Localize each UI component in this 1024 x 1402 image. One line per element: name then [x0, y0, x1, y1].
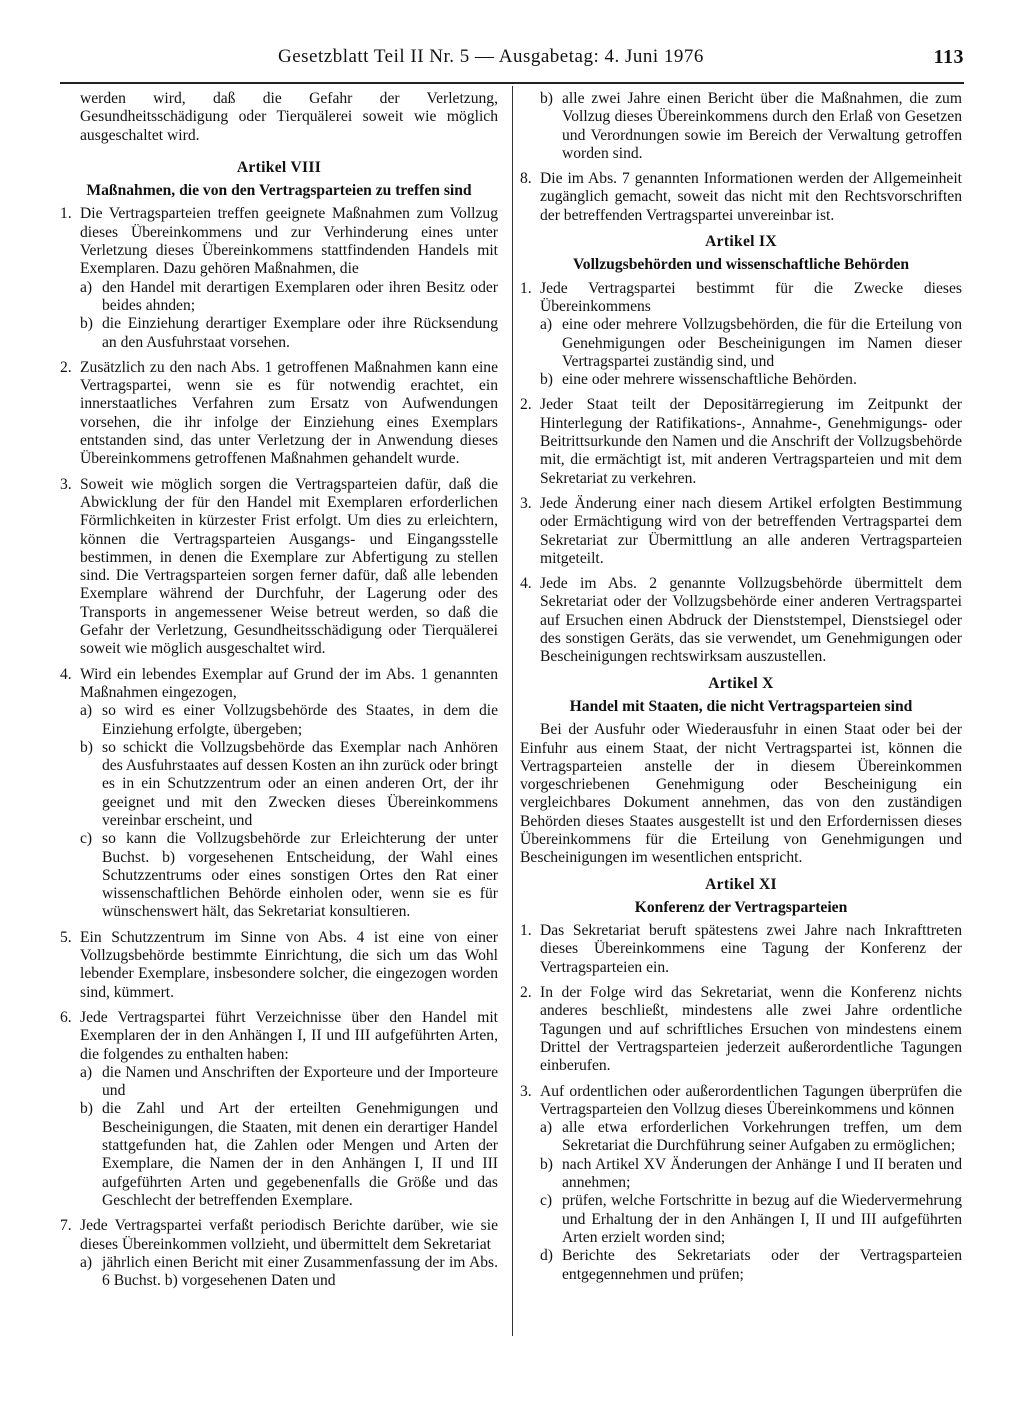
sub-item-letter: a): [80, 1063, 93, 1081]
paragraph-text: Jede Vertragspartei führt Verzeichnisse über den Handel mit Exemplaren der in den Anhängen I, II und III aufgeführten Arten, die folgendes zu enthalten haben:: [80, 1008, 498, 1063]
sub-item-b: [540, 371, 962, 389]
sub-item-c: [80, 830, 498, 921]
paragraph-number: 1.: [60, 205, 72, 223]
paragraph-text: Jeder Staat teilt der Depositärregierung im Zeitpunkt der Hinterlegung der Ratifikations-, Annahme-, Genehmigungs- oder Beitrittsurkunde den Namen und die Anschrift der Vollzugsbehörde mit, die ermächtigt ist, mit anderen Vertragsparteien und mit dem Sekretariat zu verkehren.: [540, 396, 962, 487]
sub-item-letter: b): [80, 1100, 93, 1118]
paragraph-number: 3.: [520, 494, 532, 512]
article-11-paragraph-2: [520, 984, 962, 1075]
article-9-paragraph-4: [520, 575, 962, 666]
sub-item-a: [80, 1064, 498, 1101]
sub-item-text: Berichte des Sekretariats oder der Vertragsparteien entgegennehmen und prüfen;: [562, 1247, 962, 1283]
article-8-paragraph-6: [60, 1009, 498, 1210]
sub-item-letter: d): [540, 1247, 553, 1265]
paragraph-number: 1.: [520, 279, 532, 297]
sub-item-letter: a): [540, 316, 553, 334]
article-9-paragraph-1: [520, 280, 962, 390]
article-8-paragraph-8: [520, 170, 962, 225]
paragraph-number: 2.: [520, 396, 532, 414]
sub-item-letter: a): [80, 1253, 93, 1271]
page-number: 113: [933, 46, 964, 68]
sub-item-b: [540, 1156, 962, 1193]
article-8-paragraph-5: [60, 929, 498, 1002]
sub-item-text: alle zwei Jahre einen Bericht über die Maßnahmen, die zum Vollzug dieses Übereinkommens durch den Erlaß von Gesetzen und Verordnungen sowie im Bereich der Verwaltung getroffen worden sind.: [562, 90, 962, 162]
sub-item-letter: b): [80, 738, 93, 756]
paragraph-text: Jede im Abs. 2 genannte Vollzugsbehörde übermittelt dem Sekretariat oder der Vollzugsbehörde einer anderen Vertragspartei auf Ersuchen einen Abdruck der Dienststempel, Dienstsiegel oder des sonstigen Geräts, das sie verwendet, um Genehmigungen oder Bescheinigungen rechtswirksam auszustellen.: [540, 575, 962, 666]
header-rule: [60, 82, 964, 84]
sub-item-text: so wird es einer Vollzugsbehörde des Staates, in dem die Einziehung erfolgte, übergeben;: [102, 702, 498, 738]
paragraph-text: Ein Schutzzentrum im Sinne von Abs. 4 ist eine von einer Vollzugsbehörde bestimmte Einrichtung, die sich um das Wohl lebender Exemplare, insbesondere solcher, die eingezogen worden sind, kümmert.: [80, 928, 498, 1001]
paragraph-text: Soweit wie möglich sorgen die Vertragsparteien dafür, daß die Abwicklung der für den Handel mit Exemplaren erforderlichen Förmlichkeiten in kürzester Frist erfolgt. Um dies zu erleichtern, können die Vertragsparteien Ausgangs- und Eingangsstelle bestimmen, in denen die Exemplare zur Abfertigung zu stellen sind. Die Vertragsparteien sorgen ferner dafür, daß alle lebenden Exemplare während der Durchfuhr, der Lagerung oder des Transports in angemessener Weise betreut werden, so daß die Gefahr der Verletzung, Gesundheitsschädigung oder Tierquälerei soweit wie möglich ausgeschaltet wird.: [80, 475, 498, 658]
article-11-subtitle: Konferenz der Vertragsparteien: [634, 898, 848, 916]
sub-item-b: [80, 739, 498, 830]
article-10-subtitle: Handel mit Staaten, die nicht Vertragsparteien sind: [569, 697, 913, 715]
article-8-paragraph-2: [60, 359, 498, 469]
sub-item-letter: c): [80, 830, 93, 848]
sub-item-a: [540, 316, 962, 371]
paragraph-number: 5.: [60, 928, 72, 946]
sub-item-c: [540, 1192, 962, 1247]
article-9-paragraph-3: [520, 495, 962, 568]
sub-item-letter: b): [540, 1155, 553, 1173]
sub-item-letter: b): [80, 315, 93, 333]
paragraph-text: Die im Abs. 7 genannten Informationen werden der Allgemeinheit zugänglich gemacht, soweit das nicht mit den Rechtsvorschriften der betreffenden Vertragspartei unvereinbar ist.: [540, 170, 962, 224]
sub-item-text: so schickt die Vollzugsbehörde das Exemplar nach Anhören des Ausfuhrstaates auf dessen Kosten an ihn zurück oder bringt es in ein Schutzzentrum oder an einen anderen Ort, der ihr geeignet und mit den Zwecken dieses Übereinkommens vereinbar erscheint, und: [102, 738, 498, 829]
sub-item-text: eine oder mehrere wissenschaftliche Behörden.: [562, 371, 857, 389]
sub-item-a: [80, 1254, 498, 1291]
article-8-title: Artikel VIII: [236, 158, 322, 176]
sub-item-letter: a): [80, 278, 93, 296]
sub-item-text: nach Artikel XV Änderungen der Anhänge I und II beraten und annehmen;: [562, 1155, 962, 1192]
article-8-paragraph-3: [60, 476, 498, 659]
paragraph-number: 4.: [60, 665, 72, 683]
paragraph-number: 2.: [520, 984, 532, 1002]
header-title: Gesetzblatt Teil II Nr. 5 — Ausgabetag: 4. Juni 1976: [278, 46, 704, 67]
article-9-subtitle: Vollzugsbehörden und wissenschaftliche Behörden: [572, 256, 910, 274]
article-11-paragraph-3: [520, 1083, 962, 1284]
sub-item-text: prüfen, welche Fortschritte in bezug auf die Wiedervermehrung und Erhaltung der in den Anhängen I, II und III aufgeführten Arten erzielt worden sind;: [562, 1192, 962, 1246]
paragraph-text: Wird ein lebendes Exemplar auf Grund der im Abs. 1 genannten Maßnahmen eingezogen,: [80, 665, 498, 701]
paragraph-text: Das Sekretariat beruft spätestens zwei Jahre nach Inkrafttreten dieses Übereinkommens eine Tagung der Konferenz der Vertragsparteien ein.: [540, 922, 962, 976]
paragraph-number: 7.: [60, 1217, 72, 1235]
article-11-paragraph-1: [520, 922, 962, 977]
paragraph-number: 6.: [60, 1008, 72, 1026]
sub-item-letter: c): [540, 1192, 553, 1210]
sub-item-letter: a): [80, 702, 93, 720]
right-column: [520, 90, 962, 1291]
paragraph-number: 1.: [520, 922, 532, 940]
sub-item-text: die Namen und Anschriften der Exporteure und der Importeure und: [102, 1063, 498, 1100]
article-10-title: Artikel X: [708, 674, 774, 692]
paragraph-number: 3.: [60, 475, 72, 493]
sub-item-text: jährlich einen Bericht mit einer Zusammenfassung der im Abs. 6 Buchst. b) vorgesehenen Daten und: [102, 1253, 498, 1290]
page-header: [278, 46, 964, 74]
paragraph-text: Zusätzlich zu den nach Abs. 1 getroffenen Maßnahmen kann eine Vertragspartei, wenn sie es für notwendig erachtet, ein innerstaatliches Verfahren zum Ersatz von Aufwendungen vorsehen, die ihr infolge der Einziehung eines Exemplars entstanden sind, das unter Verletzung der in Anwendung dieses Übereinkommens getroffenen Maßnahmen gehandelt wurde.: [80, 358, 498, 468]
intro-paragraph: werden wird, daß die Gefahr der Verletzung, Gesundheitsschädigung oder Tierquälerei soweit wie möglich ausgeschaltet wird.: [80, 90, 498, 144]
sub-item-text: eine oder mehrere Vollzugsbehörden, die für die Erteilung von Genehmigungen oder Bescheinigungen im Namen dieser Vertragspartei zuständig sind, und: [562, 316, 962, 370]
paragraph-number: 4.: [520, 575, 532, 593]
article-8-paragraph-1: [60, 205, 498, 351]
paragraph-text: Die Vertragsparteien treffen geeignete Maßnahmen zum Vollzug dieses Übereinkommens und zur Verhinderung eines unter Verletzung dieses Übereinkommens stattfindenden Handels mit Exemplaren. Dazu gehören Maßnahmen, die: [80, 205, 498, 278]
article-8-subtitle: Maßnahmen, die von den Vertragsparteien zu treffen sind: [86, 182, 472, 200]
paragraph-number: 8.: [520, 170, 532, 188]
paragraph-number: 3.: [520, 1082, 532, 1100]
sub-item-a: [80, 279, 498, 316]
sub-item-d: [540, 1247, 962, 1284]
article-9-paragraph-2: [520, 396, 962, 487]
sub-item-b: [540, 90, 962, 163]
paragraph-text: Jede Änderung einer nach diesem Artikel erfolgten Bestimmung oder Ermächtigung wird von der betreffenden Vertragspartei dem Sekretariat zur Übermittlung an alle anderen Vertragsparteien mitgeteilt.: [540, 494, 962, 567]
sub-item-text: so kann die Vollzugsbehörde zur Erleichterung der unter Buchst. b) vorgesehenen Entscheidung, der Wahl eines Schutzzentrums oder eines sonstigen Ortes den Rat einer wissenschaftlichen Behörde einholen oder, wenn sie es für wünschenswert hält, das Sekretariat konsultieren.: [102, 830, 498, 921]
left-column: [60, 90, 498, 1297]
column-divider: [512, 86, 513, 1336]
sub-item-text: die Einziehung derartiger Exemplare oder ihre Rücksendung an den Ausfuhrstaat vorsehen.: [102, 315, 498, 351]
sub-item-b: [80, 315, 498, 352]
article-8-paragraph-7-continued: [520, 90, 962, 163]
article-10-text: Bei der Ausfuhr oder Wiederausfuhr in einen Staat oder bei der Einfuhr aus einem Staat, der nicht Vertragspartei ist, können die Vertragsparteien anstelle der in diesem Übereinkommen vorgeschriebenen Genehmigung oder Bescheinigung ein vergleichbares Dokument annehmen, das von den zuständigen Behörden dieses Staates ausgestellt ist und den Erfordernissen dieses Übereinkommens für die Erteilung von Genehmigungen und Bescheinigungen im wesentlichen entspricht.: [520, 721, 962, 867]
paragraph-text: Jede Vertragspartei bestimmt für die Zwecke dieses Übereinkommens: [540, 279, 962, 315]
article-8-paragraph-4: [60, 666, 498, 922]
sub-item-letter: a): [540, 1119, 553, 1137]
sub-item-a: [80, 702, 498, 739]
sub-item-text: den Handel mit derartigen Exemplaren oder ihren Besitz oder beides ahnden;: [102, 278, 498, 314]
sub-item-text: die Zahl und Art der erteilten Genehmigungen und Bescheinigungen, die Staaten, mit denen ein derartiger Handel stattgefunden hat, die Zahlen oder Mengen und Arten der Exemplare, die Namen der in den Anhängen I, II und III aufgeführten Arten und gegebenenfalls die Größe und das Geschlecht der betreffenden Exemplare.: [102, 1100, 498, 1209]
article-9-title: Artikel IX: [705, 233, 777, 251]
article-11-title: Artikel XI: [705, 875, 777, 893]
paragraph-number: 2.: [60, 358, 72, 376]
article-8-paragraph-7: [60, 1217, 498, 1290]
sub-item-letter: b): [540, 90, 553, 107]
paragraph-text: Jede Vertragspartei verfaßt periodisch Berichte darüber, wie sie dieses Übereinkommen vollzieht, und übermittelt dem Sekretariat: [80, 1217, 498, 1253]
sub-item-text: alle etwa erforderlichen Vorkehrungen treffen, um dem Sekretariat die Durchführung seiner Aufgaben zu ermöglichen;: [562, 1119, 962, 1155]
paragraph-text: In der Folge wird das Sekretariat, wenn die Konferenz nichts anderes beschließt, mindestens alle zwei Jahre ordentliche Tagungen und auf schriftliches Ersuchen von mindestens einem Drittel der Vertragsparteien jederzeit außerordentliche Tagungen einberufen.: [540, 984, 962, 1075]
sub-item-b: [80, 1100, 498, 1210]
sub-item-letter: b): [540, 371, 553, 389]
paragraph-text: Auf ordentlichen oder außerordentlichen Tagungen überprüfen die Vertragsparteien den Vollzug dieses Übereinkommens und können: [540, 1082, 962, 1118]
sub-item-a: [540, 1119, 962, 1156]
